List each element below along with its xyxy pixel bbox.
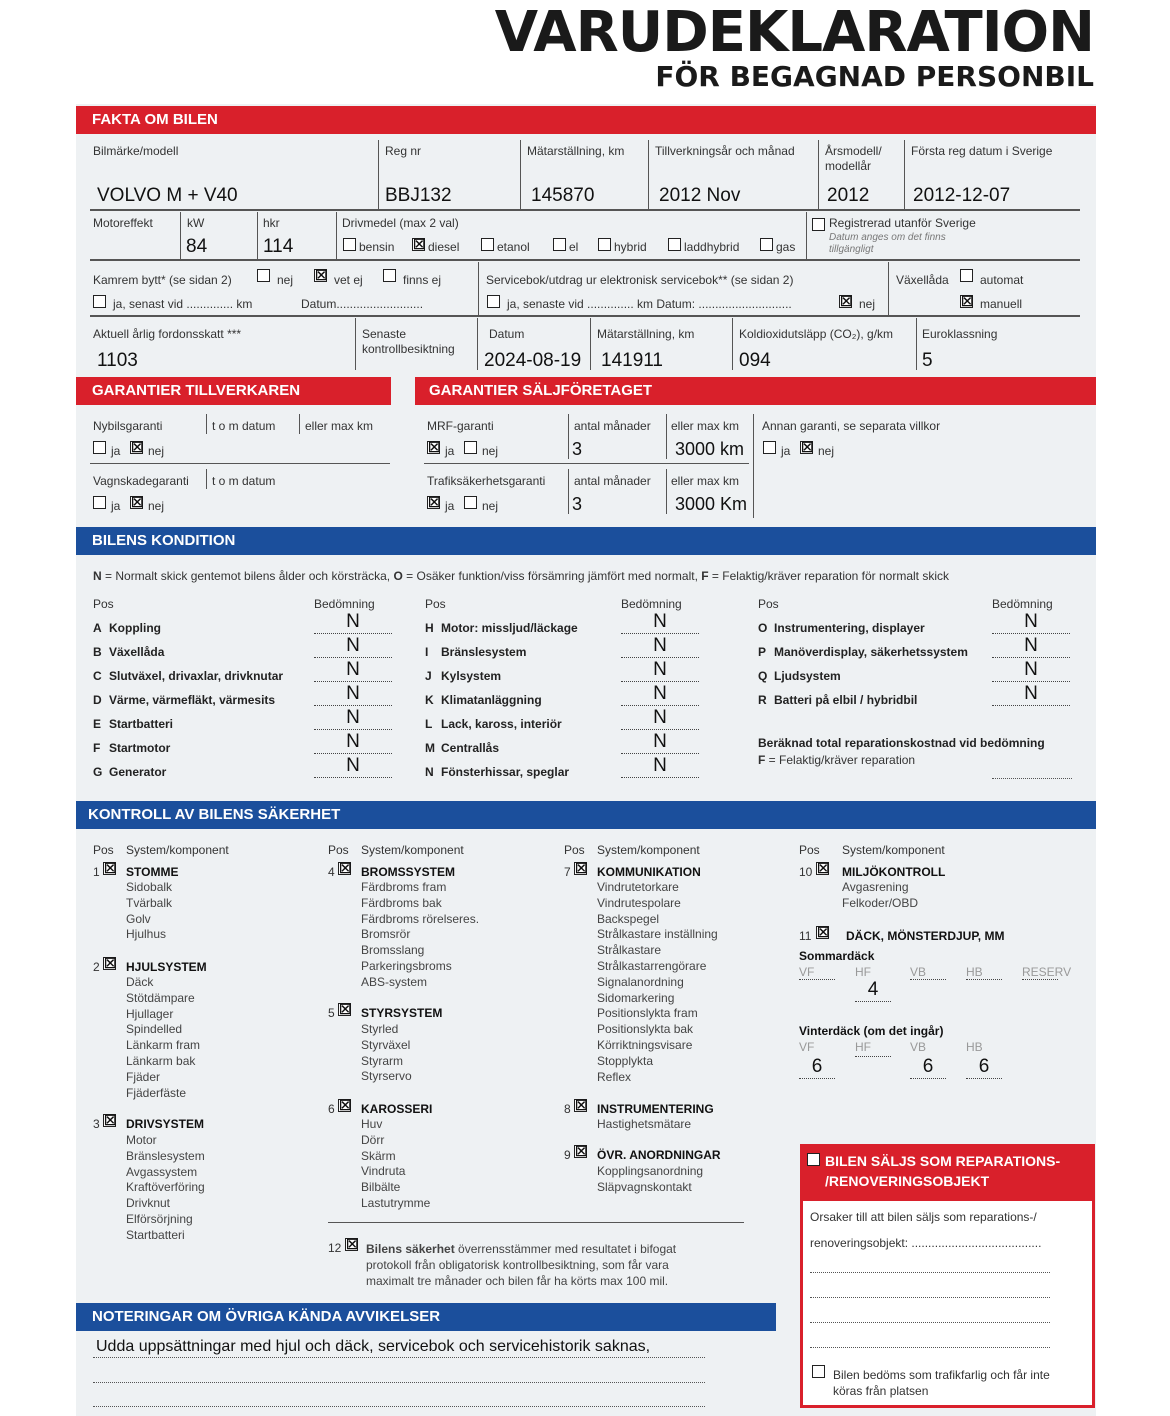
checkbox-automat[interactable] bbox=[960, 269, 973, 282]
tire-col-label: HF bbox=[855, 965, 871, 979]
row-line bbox=[90, 259, 1080, 261]
row-line bbox=[90, 463, 390, 464]
repair-box-title: BILEN SÄLJS SOM REPARATIONS- /RENOVERINGSOBJEKT bbox=[825, 1153, 1061, 1189]
group-title: INSTRUMENTERING bbox=[597, 1102, 714, 1116]
group-title: MILJÖKONTROLL bbox=[842, 865, 946, 879]
checkbox-group[interactable]: ☒ bbox=[104, 955, 117, 971]
group-number: 5 bbox=[328, 1006, 335, 1020]
kondition-row: J Kylsystem bbox=[425, 669, 502, 683]
divider bbox=[590, 318, 591, 370]
mrf-ja-label: ja bbox=[445, 444, 455, 458]
group-items: Vindrutetorkare Vindrutespolare Backspegel Strålkastare inställning Strålkastare Strålkastarrengörare Signalanordning Sidomarkering Positionslykta fram Positionslykta bak Körriktningsvisare Stopplykta Reflex bbox=[597, 880, 718, 1084]
kondition-row: R Batteri på elbil / hybridbil bbox=[758, 693, 918, 707]
kondition-row: F Startmotor bbox=[93, 741, 171, 755]
kamrem-label: Kamrem bytt* (se sidan 2) bbox=[93, 273, 232, 287]
checkbox-hybrid[interactable] bbox=[598, 238, 611, 251]
checkbox-repair-object[interactable] bbox=[807, 1153, 820, 1166]
page-title: VARUDEKLARATION bbox=[494, 0, 1094, 65]
co2-label: Koldioxidutsläpp (CO₂), g/km bbox=[739, 327, 894, 341]
sommar-label: Sommardäck bbox=[799, 949, 875, 963]
grade-field[interactable]: N bbox=[621, 731, 699, 754]
group-items: Avgasrening Felkoder/OBD bbox=[842, 880, 919, 910]
kondition-row: M Centrallås bbox=[425, 741, 500, 755]
group-items: Däck Stötdämpare Hjullager Spindelled Länkarm fram Länkarm bak Fjäder Fjäderfäste bbox=[126, 975, 201, 1100]
tire-depth-field[interactable] bbox=[966, 979, 1002, 980]
bedomning-label: Bedömning bbox=[992, 597, 1053, 611]
page-subtitle: FÖR BEGAGNAD PERSONBIL bbox=[655, 60, 1094, 93]
label-bensin: bensin bbox=[359, 240, 395, 254]
mrf-nej-label: nej bbox=[482, 444, 499, 458]
matar2-label: Mätarställning, km bbox=[597, 327, 695, 341]
datum-value[interactable]: 2024-08-19 bbox=[484, 350, 582, 371]
motoreffekt-label: Motoreffekt bbox=[93, 216, 153, 230]
divider bbox=[806, 212, 807, 259]
nybil-maxkm-label: eller max km bbox=[305, 419, 374, 433]
arsmodell-label: Årsmodell/ modellår bbox=[825, 144, 882, 173]
grade-field[interactable]: N bbox=[314, 731, 392, 754]
tire-col-label: HB bbox=[966, 965, 983, 979]
row-line bbox=[90, 209, 1080, 211]
group-items: Hastighetsmätare bbox=[597, 1117, 692, 1131]
checkbox-mrf-ja[interactable]: ☒ bbox=[428, 439, 441, 455]
matar2-value[interactable]: 141911 bbox=[601, 350, 663, 371]
tire-depth-field[interactable]: 6 bbox=[966, 1056, 1002, 1079]
mrf-label: MRF-garanti bbox=[427, 419, 494, 433]
checkbox-service-nej[interactable]: ☒ bbox=[840, 293, 853, 309]
section-header-fakta: FAKTA OM BILEN bbox=[76, 106, 1096, 134]
checkbox-group[interactable]: ☒ bbox=[575, 860, 588, 876]
group-title: STYRSYSTEM bbox=[361, 1006, 443, 1020]
service-label: Servicebok/utdrag ur elektronisk servicebok** (se sidan 2) bbox=[486, 273, 794, 287]
group-items: Styrled Styrväxel Styrarm Styrservo bbox=[361, 1022, 412, 1084]
divider bbox=[818, 140, 819, 210]
separator bbox=[328, 1222, 744, 1223]
item12-text: Bilens säkerhet överrensstämmer med resultatet i bifogat protokoll från obligatorisk kontrollbesiktning, som får vara maximalt tre månader och bilen får ha körts max 100 mil. bbox=[366, 1242, 677, 1288]
kamrem-finnsej-label: finns ej bbox=[403, 273, 442, 287]
skatt-label: Aktuell årlig fordonsskatt *** bbox=[93, 327, 242, 341]
trafik-km-label: eller max km bbox=[671, 474, 740, 488]
trafik-months-label: antal månader bbox=[574, 474, 651, 488]
label-etanol: etanol bbox=[497, 240, 530, 254]
bilmarke-value[interactable]: VOLVO M + V40 bbox=[97, 185, 238, 206]
section-header-sakerhet: KONTROLL AV BILENS SÄKERHET bbox=[76, 801, 1096, 829]
kondition-row: K Klimatanläggning bbox=[425, 693, 542, 707]
checkbox-manuell[interactable]: ☒ bbox=[961, 293, 974, 309]
grade-field[interactable]: N bbox=[621, 707, 699, 730]
tillv-label: Tillverkningsår och månad bbox=[655, 144, 795, 158]
checkbox-nybil-nej[interactable]: ☒ bbox=[131, 439, 144, 455]
checkbox-group[interactable]: ☒ bbox=[817, 924, 830, 940]
divider bbox=[666, 414, 667, 459]
nybil-ja-label: ja bbox=[111, 444, 121, 458]
pos-label: Pos bbox=[758, 597, 779, 611]
kondition-row: N Fönsterhissar, speglar bbox=[425, 765, 570, 779]
group-number: 6 bbox=[328, 1102, 335, 1116]
kondition-row: I Bränslesystem bbox=[425, 645, 527, 659]
tire-depth-field[interactable]: 4 bbox=[855, 979, 891, 1002]
kw-value[interactable]: 84 bbox=[186, 236, 208, 257]
divider bbox=[888, 262, 889, 315]
divider bbox=[568, 414, 569, 459]
grade-field[interactable]: N bbox=[621, 659, 699, 682]
vagnskada-ja-label: ja bbox=[111, 499, 121, 513]
matar-value[interactable]: 145870 bbox=[531, 185, 595, 206]
checkbox-nybil-ja[interactable] bbox=[93, 441, 106, 454]
tillv-value[interactable]: 2012 Nov bbox=[659, 185, 741, 206]
checkbox-trafikfarlig[interactable] bbox=[812, 1365, 825, 1378]
checkbox-group[interactable]: ☒ bbox=[817, 860, 830, 876]
checkbox-vagnskada-nej[interactable]: ☒ bbox=[131, 494, 144, 510]
skatt-value[interactable]: 1103 bbox=[97, 350, 138, 371]
regnr-label: Reg nr bbox=[385, 144, 422, 158]
grade-field[interactable]: N bbox=[314, 611, 392, 634]
kamrem-datum-label: Datum.......................... bbox=[301, 297, 424, 311]
system-label: System/komponent bbox=[126, 843, 229, 857]
mrf-km-label: eller max km bbox=[671, 419, 740, 433]
section-header-kondition: BILENS KONDITION bbox=[76, 527, 1096, 555]
grade-field[interactable]: N bbox=[992, 635, 1070, 658]
registrerad-note: Datum anges om det finns tillgängligt bbox=[829, 232, 946, 255]
checkbox-trafik-ja[interactable]: ☒ bbox=[428, 494, 441, 510]
vaxellada-label: Växellåda bbox=[896, 273, 949, 287]
kondition-row: O Instrumentering, displayer bbox=[758, 621, 925, 635]
kondition-row: D Värme, värmefläkt, värmesits bbox=[93, 693, 276, 707]
group-number: 3 bbox=[93, 1117, 100, 1131]
label-diesel: diesel bbox=[428, 240, 460, 254]
tire-col-label: HF bbox=[855, 1040, 871, 1054]
trafik-months-value[interactable]: 3 bbox=[572, 494, 583, 514]
nybil-tom-label: t o m datum bbox=[212, 419, 276, 433]
divider bbox=[753, 414, 754, 518]
total-cost-note: F = Felaktig/kräver reparation bbox=[758, 753, 916, 767]
tire-col-label: VF bbox=[799, 1040, 815, 1054]
checkbox-bensin[interactable] bbox=[343, 238, 356, 251]
bedomning-label: Bedömning bbox=[621, 597, 682, 611]
group-items: Kopplingsanordning Släpvagnskontakt bbox=[597, 1164, 704, 1194]
automat-label: automat bbox=[980, 273, 1024, 287]
group-title: STOMME bbox=[126, 865, 179, 879]
repair-line[interactable] bbox=[810, 1322, 1050, 1323]
grade-field[interactable]: N bbox=[621, 755, 699, 778]
divider bbox=[477, 318, 478, 370]
annan-nej-label: nej bbox=[818, 444, 835, 458]
kamrem-ja-label: ja, senast vid .............. km bbox=[113, 297, 253, 311]
trafik-label: Trafiksäkerhetsgaranti bbox=[427, 474, 546, 488]
trafik-km-value[interactable]: 3000 Km bbox=[675, 494, 748, 514]
grade-field[interactable]: N bbox=[992, 659, 1070, 682]
section-header-garantier-saljforetaget: GARANTIER SÄLJFÖRETAGET bbox=[415, 377, 1096, 405]
row-line bbox=[90, 315, 1080, 317]
trafik-ja-label: ja bbox=[445, 499, 455, 513]
arsmodell-value[interactable]: 2012 bbox=[827, 185, 870, 206]
group-number: 2 bbox=[93, 960, 100, 974]
divider bbox=[257, 212, 258, 259]
group-number: 9 bbox=[564, 1148, 571, 1162]
kamrem-vetej-label: vet ej bbox=[334, 273, 363, 287]
divider bbox=[666, 469, 667, 514]
group-items: Sidobalk Tvärbalk Golv Hjulhus bbox=[126, 880, 173, 942]
divider bbox=[732, 318, 733, 370]
system-label: System/komponent bbox=[842, 843, 945, 857]
group-number: 7 bbox=[564, 865, 571, 879]
group-title: BROMSSYSTEM bbox=[361, 865, 456, 879]
forsta-label: Första reg datum i Sverige bbox=[911, 144, 1053, 158]
checkbox-group[interactable]: ☒ bbox=[104, 1112, 117, 1128]
repair-reason-line: renoveringsobjekt: ....................................... bbox=[810, 1236, 1042, 1250]
checkbox-item12[interactable]: ☒ bbox=[346, 1236, 359, 1252]
group-title: ÖVR. ANORDNINGAR bbox=[597, 1148, 721, 1162]
tire-col-label: VB bbox=[910, 965, 927, 979]
divider bbox=[904, 140, 905, 210]
tire-col-label: RESERV bbox=[1022, 965, 1072, 979]
group-title: DÄCK, MÖNSTERDJUP, MM bbox=[846, 929, 1005, 943]
tire-col-label: VB bbox=[910, 1040, 927, 1054]
nybil-nej-label: nej bbox=[148, 444, 165, 458]
pos-label: Pos bbox=[93, 843, 114, 857]
tire-depth-field[interactable] bbox=[1022, 979, 1058, 980]
tire-col-label: HB bbox=[966, 1040, 983, 1054]
kondition-row: H Motor: missljud/läckage bbox=[425, 621, 578, 635]
checkbox-annan-nej[interactable]: ☒ bbox=[801, 439, 814, 455]
euro-value[interactable]: 5 bbox=[922, 350, 933, 371]
checkbox-kamrem-vetej[interactable]: ☒ bbox=[315, 267, 328, 283]
checkbox-el[interactable] bbox=[553, 238, 566, 251]
checkbox-group[interactable]: ☒ bbox=[339, 1001, 352, 1017]
divider bbox=[336, 212, 337, 259]
divider bbox=[520, 140, 521, 210]
drivmedel-label: Drivmedel (max 2 val) bbox=[342, 216, 459, 230]
nybil-label: Nybilsgaranti bbox=[93, 419, 163, 433]
grade-field[interactable]: N bbox=[992, 683, 1070, 706]
checkbox-diesel[interactable]: ☒ bbox=[413, 236, 426, 252]
manuell-label: manuell bbox=[980, 297, 1023, 311]
note-line bbox=[93, 1406, 705, 1407]
group-title: DRIVSYSTEM bbox=[126, 1117, 205, 1131]
group-number: 11 bbox=[799, 929, 812, 943]
checkbox-gas[interactable] bbox=[760, 238, 773, 251]
repair-reason-label: Orsaker till att bilen säljs som reparations-/ bbox=[810, 1210, 1037, 1224]
grade-field[interactable]: N bbox=[314, 683, 392, 706]
checkbox-kamrem-nej[interactable] bbox=[257, 269, 270, 282]
senaste-label: Senaste kontrollbesiktning bbox=[362, 327, 455, 356]
grade-field[interactable]: N bbox=[314, 755, 392, 778]
grade-field[interactable]: N bbox=[621, 635, 699, 658]
kondition-row: L Lack, kaross, interiör bbox=[425, 717, 562, 731]
bilmarke-label: Bilmärke/modell bbox=[93, 144, 179, 158]
item12-number: 12 bbox=[328, 1241, 342, 1255]
row-line bbox=[424, 463, 749, 464]
label-gas: gas bbox=[776, 240, 796, 254]
kamrem-nej-label: nej bbox=[277, 273, 294, 287]
vinter-label: Vinterdäck (om det ingår) bbox=[799, 1024, 944, 1038]
kondition-row: C Slutväxel, drivaxlar, drivknutar bbox=[93, 669, 284, 683]
vagnskada-label: Vagnskadegaranti bbox=[93, 474, 189, 488]
checkbox-vagnskada-ja[interactable] bbox=[93, 496, 106, 509]
section-header-garantier-tillverkaren: GARANTIER TILLVERKAREN bbox=[76, 377, 391, 405]
divider bbox=[299, 414, 300, 434]
euro-label: Euroklassning bbox=[922, 327, 998, 341]
tire-depth-field[interactable] bbox=[910, 979, 946, 980]
repair-line[interactable] bbox=[810, 1347, 1050, 1348]
kondition-legend: N = Normalt skick gentemot bilens ålder och körsträcka, O = Osäker funktion/viss försämring jämfört med normalt, F = Felaktig/kräver reparation för normalt skick bbox=[93, 569, 950, 583]
matar-label: Mätarställning, km bbox=[527, 144, 625, 158]
note-line bbox=[93, 1357, 705, 1358]
checkbox-group[interactable]: ☒ bbox=[575, 1143, 588, 1159]
checkbox-trafik-nej[interactable] bbox=[464, 496, 477, 509]
tire-depth-field[interactable]: 6 bbox=[799, 1056, 835, 1079]
trafikfarlig-label: Bilen bedöms som trafikfarlig och får inte köras från platsen bbox=[833, 1368, 1050, 1398]
kondition-row: E Startbatteri bbox=[93, 717, 174, 731]
mrf-km-value[interactable]: 3000 km bbox=[675, 439, 745, 459]
system-label: System/komponent bbox=[597, 843, 700, 857]
label-el: el bbox=[569, 240, 579, 254]
kw-label: kW bbox=[187, 216, 205, 230]
noteringar-text[interactable]: Udda uppsättningar med hjul och däck, servicebok och servicehistorik saknas, bbox=[96, 1338, 651, 1355]
group-title: KAROSSERI bbox=[361, 1102, 433, 1116]
label-hybrid: hybrid bbox=[614, 240, 647, 254]
pos-label: Pos bbox=[799, 843, 820, 857]
annan-label: Annan garanti, se separata villkor bbox=[762, 419, 941, 433]
hkr-value[interactable]: 114 bbox=[263, 236, 294, 257]
tire-col-label: VF bbox=[799, 965, 815, 979]
divider bbox=[568, 469, 569, 514]
checkbox-laddhybrid[interactable] bbox=[668, 238, 681, 251]
checkbox-etanol[interactable] bbox=[481, 238, 494, 251]
kondition-row: A Koppling bbox=[93, 621, 161, 635]
forsta-value[interactable]: 2012-12-07 bbox=[913, 185, 1011, 206]
group-title: KOMMUNIKATION bbox=[597, 865, 701, 879]
divider bbox=[378, 140, 379, 210]
checkbox-mrf-nej[interactable] bbox=[464, 441, 477, 454]
mrf-months-value[interactable]: 3 bbox=[572, 439, 583, 459]
group-number: 1 bbox=[93, 865, 100, 879]
total-cost-field[interactable] bbox=[992, 778, 1072, 779]
mrf-months-label: antal månader bbox=[574, 419, 651, 433]
grade-field[interactable]: N bbox=[314, 635, 392, 658]
service-ja-label: ja, senaste vid .............. km Datum: ............................ bbox=[507, 297, 792, 311]
grade-field[interactable]: N bbox=[621, 683, 699, 706]
datum-label: Datum bbox=[489, 327, 525, 341]
group-items: Motor Bränslesystem Avgassystem Kraftöverföring Drivknut Elförsörjning Startbatteri bbox=[126, 1133, 205, 1242]
kondition-row: P Manöverdisplay, säkerhetssystem bbox=[758, 645, 968, 659]
tire-depth-field[interactable]: 6 bbox=[910, 1056, 946, 1079]
group-items: Huv Dörr Skärm Vindruta Bilbälte Lastutrymme bbox=[361, 1117, 431, 1210]
grade-field[interactable]: N bbox=[314, 707, 392, 730]
group-number: 4 bbox=[328, 865, 335, 879]
label-laddhybrid: laddhybrid bbox=[684, 240, 740, 254]
divider bbox=[206, 414, 207, 434]
kondition-row: G Generator bbox=[93, 765, 167, 779]
tire-depth-field[interactable] bbox=[855, 1056, 891, 1057]
checkbox-annan-ja[interactable] bbox=[763, 441, 776, 454]
divider bbox=[478, 262, 479, 315]
divider bbox=[180, 212, 181, 259]
pos-label: Pos bbox=[425, 597, 446, 611]
grade-field[interactable]: N bbox=[314, 659, 392, 682]
system-label: System/komponent bbox=[361, 843, 464, 857]
trafik-nej-label: nej bbox=[482, 499, 499, 513]
checkbox-group[interactable]: ☒ bbox=[104, 860, 117, 876]
kondition-row: Q Ljudsystem bbox=[758, 669, 841, 683]
kondition-row: B Växellåda bbox=[93, 645, 165, 659]
service-nej-label: nej bbox=[859, 297, 876, 311]
pos-label: Pos bbox=[93, 597, 114, 611]
hkr-label: hkr bbox=[263, 216, 280, 230]
checkbox-registrerad[interactable] bbox=[812, 218, 825, 231]
section-header-noteringar: NOTERINGAR OM ÖVRIGA KÄNDA AVVIKELSER bbox=[76, 1303, 776, 1331]
repair-line[interactable] bbox=[810, 1272, 1050, 1273]
checkbox-group[interactable]: ☒ bbox=[575, 1097, 588, 1113]
divider bbox=[355, 318, 356, 370]
checkbox-kamrem-ja[interactable] bbox=[93, 295, 106, 308]
repair-line[interactable] bbox=[810, 1297, 1050, 1298]
group-items: Färdbroms fram Färdbroms bak Färdbroms rörelseres. Bromsrör Bromsslang Parkeringsbroms ABS-system bbox=[361, 880, 480, 989]
note-line bbox=[93, 1382, 705, 1383]
vagnskada-nej-label: nej bbox=[148, 499, 165, 513]
grade-field[interactable]: N bbox=[992, 611, 1070, 634]
checkbox-group[interactable]: ☒ bbox=[339, 860, 352, 876]
pos-label: Pos bbox=[328, 843, 349, 857]
group-number: 8 bbox=[564, 1102, 571, 1116]
checkbox-kamrem-finnsej[interactable] bbox=[383, 269, 396, 282]
co2-value[interactable]: 094 bbox=[739, 350, 771, 371]
annan-ja-label: ja bbox=[781, 444, 791, 458]
vagnskada-tom-label: t o m datum bbox=[212, 474, 276, 488]
checkbox-group[interactable]: ☒ bbox=[339, 1097, 352, 1113]
grade-field[interactable]: N bbox=[621, 611, 699, 634]
group-number: 10 bbox=[799, 865, 813, 879]
registrerad-label: Registrerad utanför Sverige bbox=[829, 216, 976, 230]
total-cost-label: Beräknad total reparationskostnad vid bedömning bbox=[758, 736, 1045, 750]
group-title: HJULSYSTEM bbox=[126, 960, 207, 974]
checkbox-service-ja[interactable] bbox=[487, 295, 500, 308]
divider bbox=[206, 469, 207, 489]
divider bbox=[648, 140, 649, 210]
divider bbox=[916, 318, 917, 370]
pos-label: Pos bbox=[564, 843, 585, 857]
regnr-value[interactable]: BBJ132 bbox=[385, 185, 452, 206]
bedomning-label: Bedömning bbox=[314, 597, 375, 611]
tire-depth-field[interactable] bbox=[799, 979, 835, 980]
